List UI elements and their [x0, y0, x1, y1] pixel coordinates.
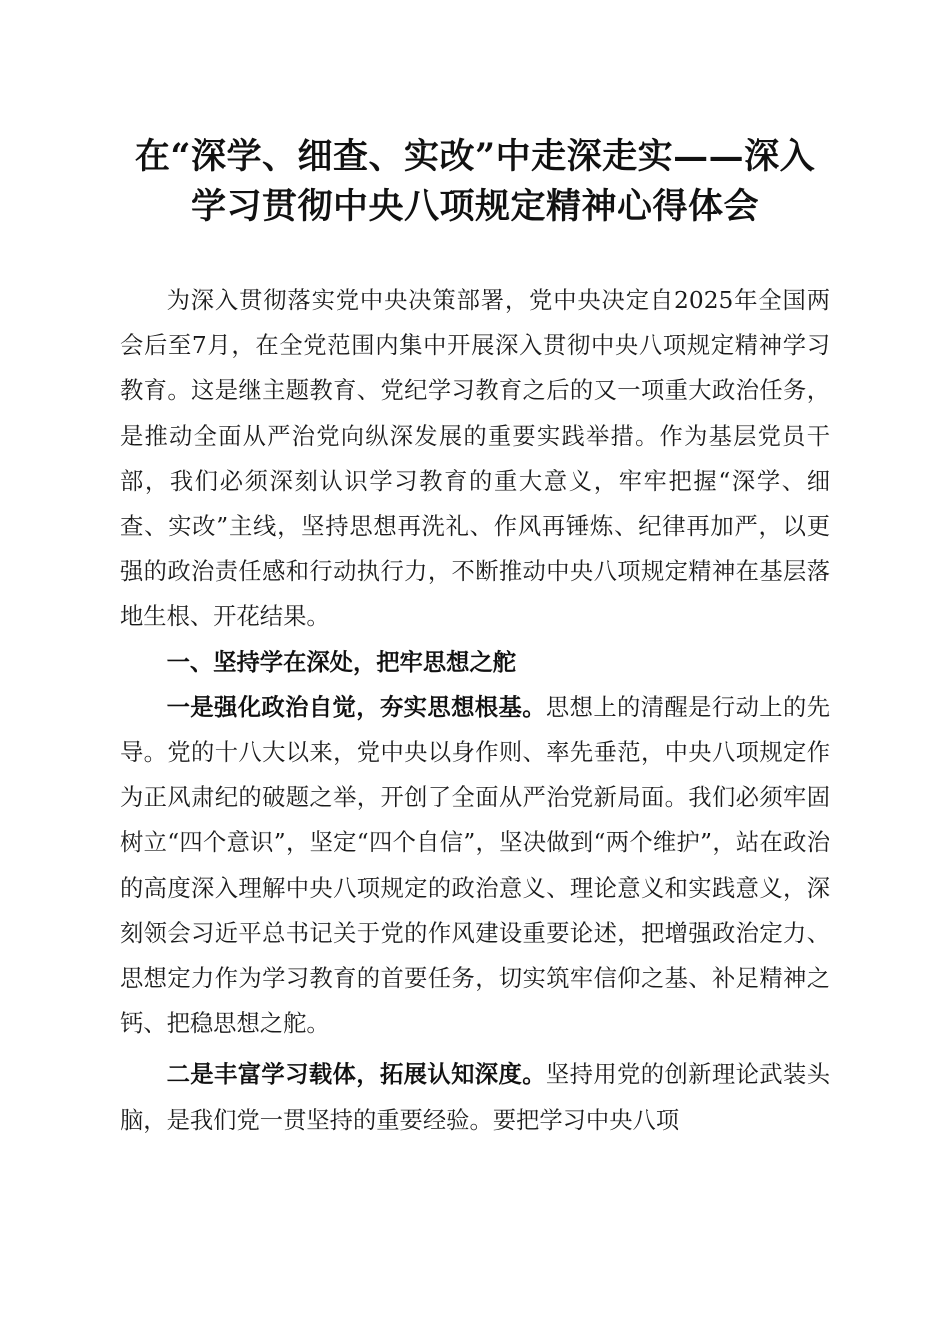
paragraph-1-lead: 一是强化政治自觉，夯实思想根基。: [166, 693, 546, 721]
paragraph-2-lead: 二是丰富学习载体，拓展认知深度。: [166, 1061, 546, 1089]
document-title: [110, 132, 840, 232]
paragraph-2-text: 坚持用党的创新理论武装头脑，是我们党一贯坚持的重要经验。要把学习中央八项: [120, 1061, 831, 1134]
paragraph-1: [120, 685, 830, 1047]
paragraph-1-text: 思想上的清醒是行动上的先导。党的十八大以来，党中央以身作则、率先垂范，中央八项规定作为正风肃纪的破题之举，开创了全面从严治党新局面。我们必须牢固树立“四个意识”，坚定“四个自信”，坚决做到“两个维护”，站在政治的高度深入理解中央八项规定的政治意义、理论意义和实践意义，深刻领会习近平总书记关于党的作风建设重要论述，把增强政治定力、思想定力作为学习教育的首要任务，切实筑牢信仰之基、补足精神之钙、把稳思想之舵。: [120, 693, 831, 1038]
title-line-1: 在“深学、细查、实改”中走深走实——深入: [134, 136, 816, 177]
section-heading-1: 一、坚持学在深处，把牢思想之舵: [166, 648, 517, 676]
document-body: [120, 278, 830, 1143]
paragraph-2: [120, 1052, 830, 1142]
title-line-2: 学习贯彻中央八项规定精神心得体会: [190, 186, 759, 227]
intro-paragraph: 为深入贯彻落实党中央决策部署，党中央决定自2025年全国两会后至7月，在全党范围内集中开展深入贯彻中央八项规定精神学习教育。这是继主题教育、党纪学习教育之后的又一项重大政治任务，是推动全面从严治党向纵深发展的重要实践举措。作为基层党员干部，我们必须深刻认识学习教育的重大意义，牢牢把握“深学、细查、实改”主线，坚持思想再洗礼、作风再锤炼、纪律再加严，以更强的政治责任感和行动执行力，不断推动中央八项规定精神在基层落地生根、开花结果。: [120, 287, 830, 631]
